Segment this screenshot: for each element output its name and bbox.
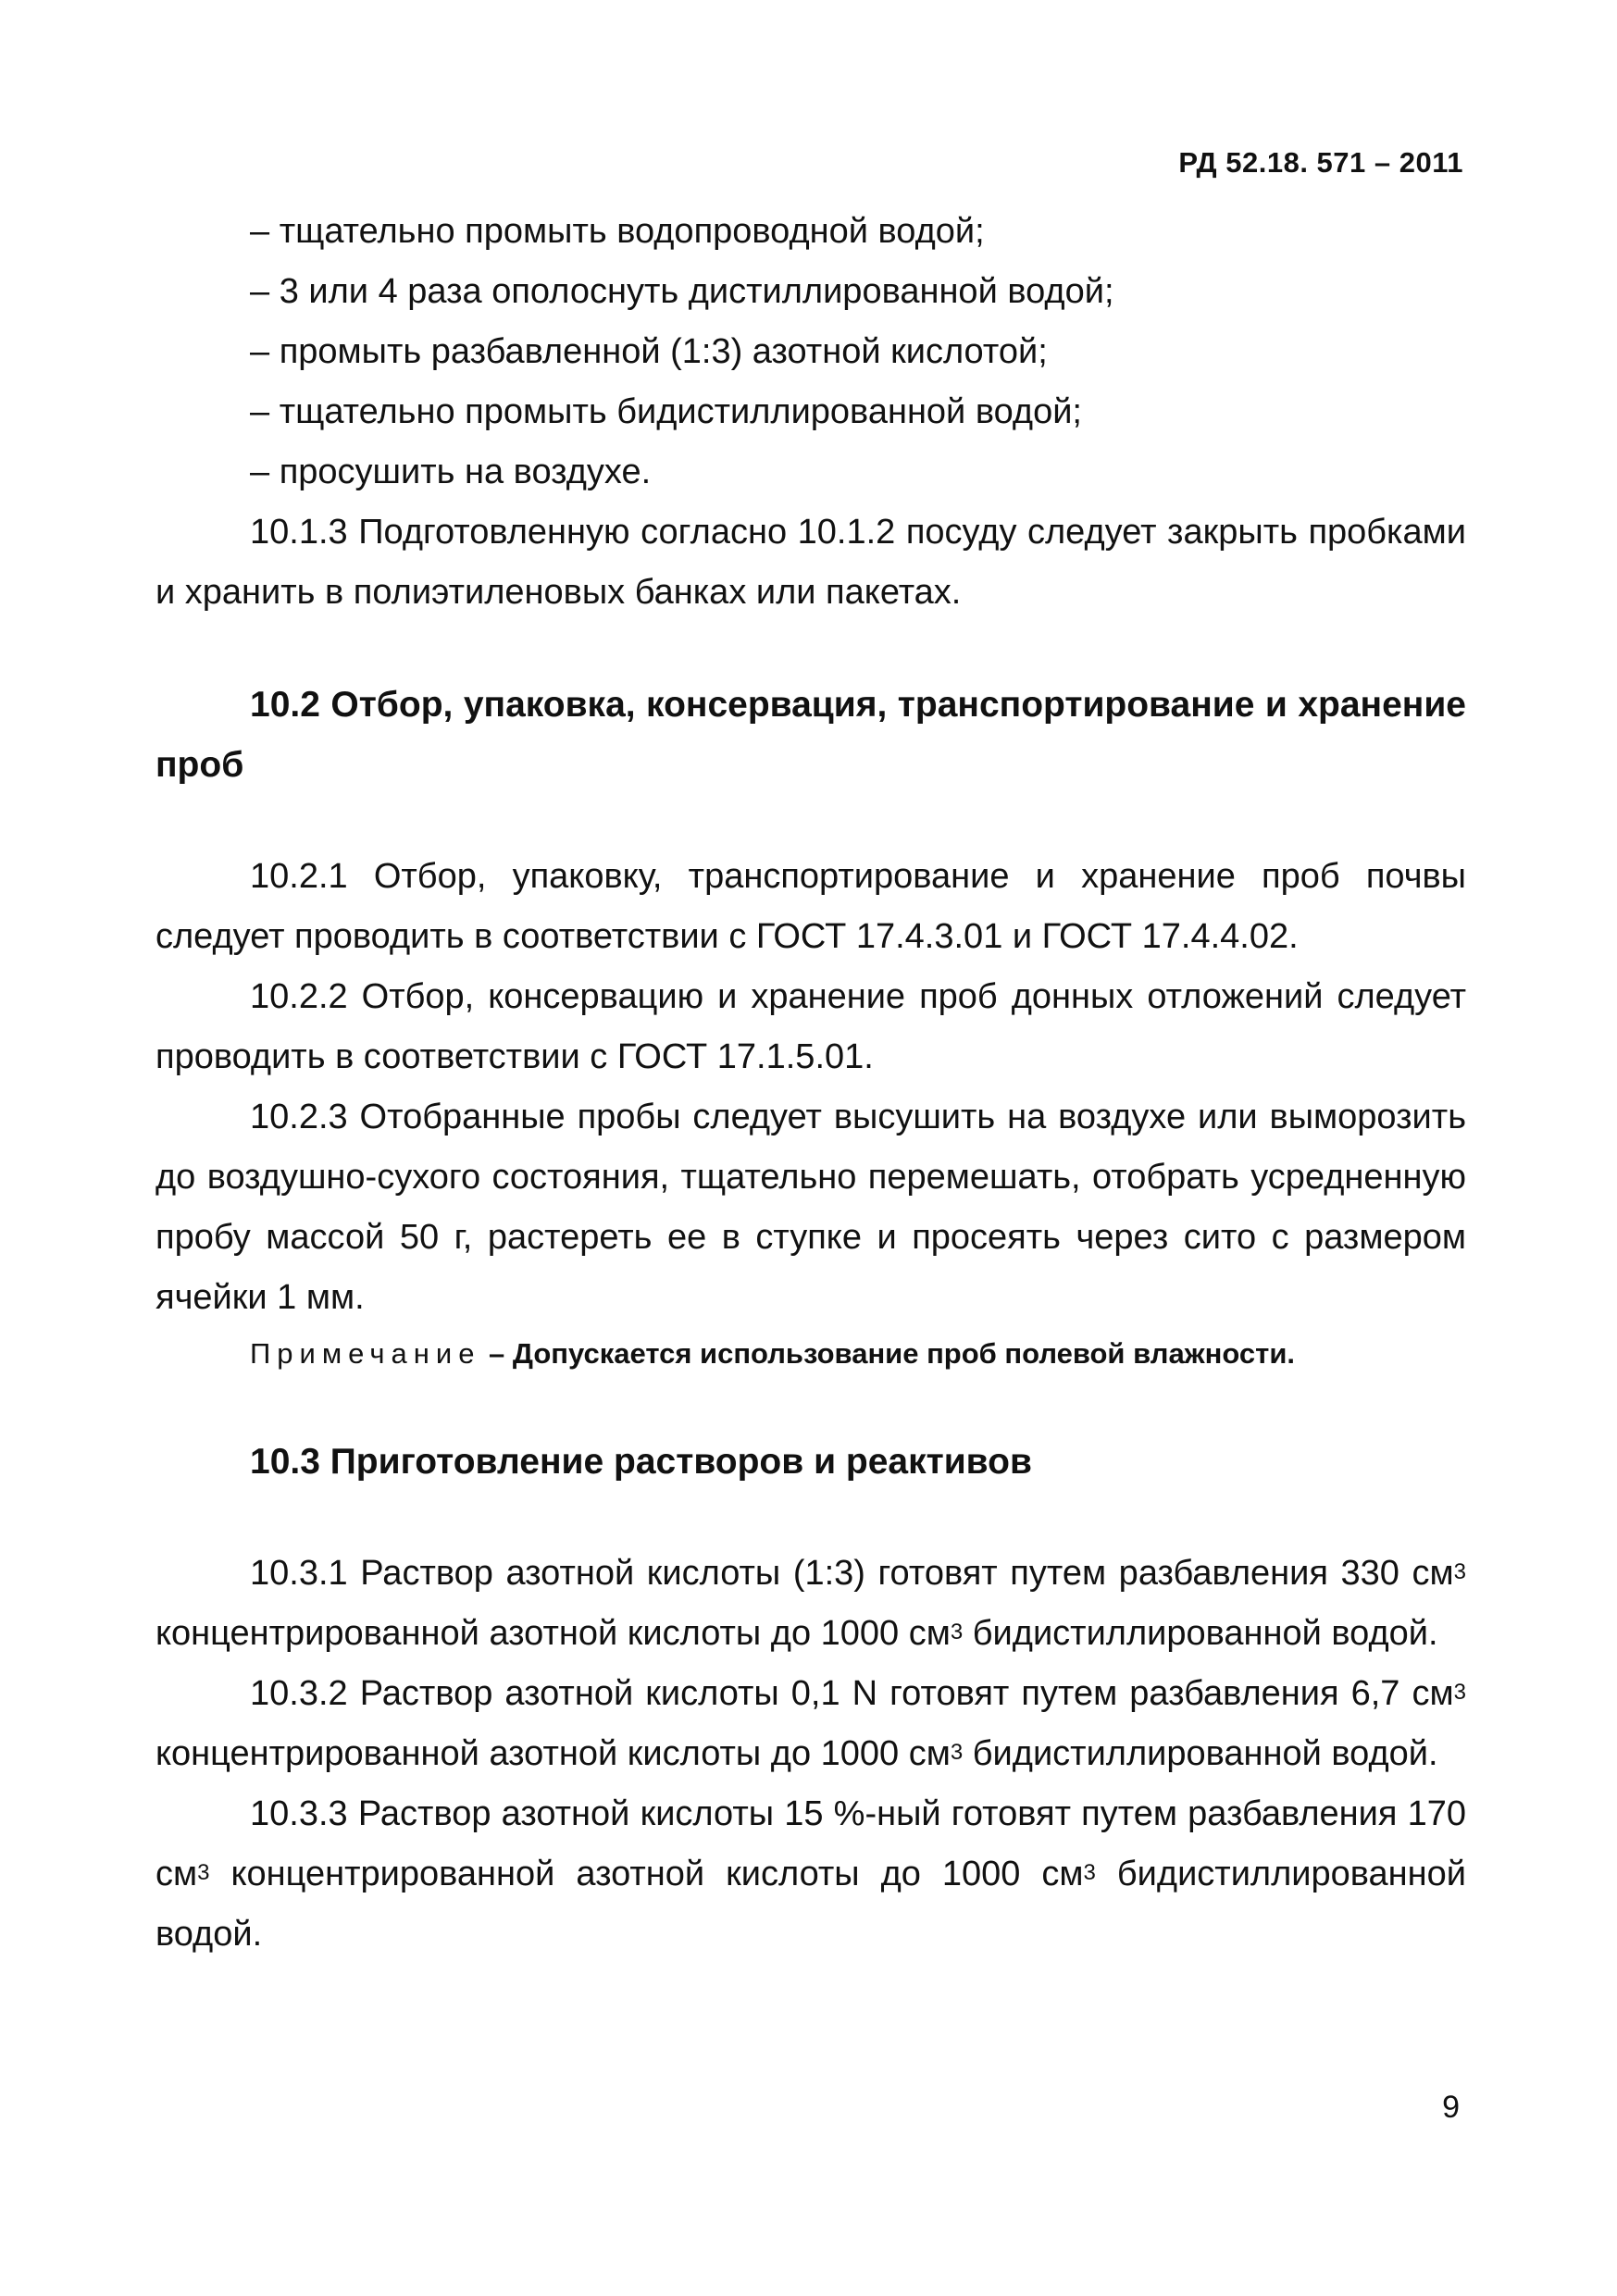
paragraph-text: концентрированной азотной кислоты до 1000 см: [209, 1855, 1084, 1893]
page-number: 9: [1442, 2090, 1460, 2125]
paragraph-text: бидистиллированной водой.: [963, 1734, 1438, 1773]
paragraph-10-2-1: 10.2.1 Отбор, упаковку, транспортирование и хранение проб почвы следует проводить в соответствии с ГОСТ 17.4.3.01 и ГОСТ 17.4.4.02.: [155, 857, 1466, 956]
list-item: – 3 или 4 раза ополоснуть дистиллированной водой;: [250, 272, 1114, 311]
paragraph-text: 10.3.2 Раствор азотной кислоты 0,1 N готовят путем разбавления 6,7 см: [250, 1674, 1454, 1713]
paragraph-10-3-2: [155, 1664, 1466, 1784]
paragraph-10-2-3: 10.2.3 Отобранные пробы следует высушить на воздухе или выморозить до воздушно-сухого состояния, тщательно перемешать, отобрать усредненную пробу массой 50 г, растереть ее в ступке и просеять через сито с размером ячейки 1 мм.: [155, 1098, 1466, 1317]
paragraph-10-3-1: [155, 1544, 1466, 1664]
superscript: 3: [1453, 1680, 1466, 1705]
document-code: РД 52.18. 571 – 2011: [1178, 146, 1463, 179]
paragraph-10-2-2: 10.2.2 Отбор, консервацию и хранение проб донных отложений следует проводить в соответствии с ГОСТ 17.1.5.01.: [155, 977, 1466, 1076]
paragraph-text: концентрированной азотной кислоты до 1000 см: [155, 1734, 951, 1773]
list-item: – просушить на воздухе.: [250, 453, 652, 491]
paragraph-10-1-3: 10.1.3 Подготовленную согласно 10.1.2 посуду следует закрыть пробками и хранить в полиэтиленовых банках или пакетах.: [155, 513, 1466, 612]
list-item: – тщательно промыть бидистиллированной водой;: [250, 392, 1082, 431]
paragraph-text: 10.3.3 Раствор азотной кислоты 15 %-ный готовят путем разбавления 170 см: [155, 1794, 1466, 1893]
section-heading-10-2: 10.2 Отбор, упаковка, консервация, транспортирование и хранение проб: [155, 685, 1466, 785]
superscript: 3: [950, 1740, 964, 1765]
superscript: 3: [950, 1620, 964, 1644]
section-heading-10-3: 10.3 Приготовление растворов и реактивов: [250, 1442, 1032, 1482]
paragraph-text: 10.3.1 Раствор азотной кислоты (1:3) готовят путем разбавления 330 см: [250, 1554, 1454, 1593]
superscript: 3: [1083, 1860, 1096, 1885]
list-item: – тщательно промыть водопроводной водой;: [250, 212, 985, 251]
superscript: 3: [197, 1860, 210, 1885]
paragraph-10-3-3: [155, 1784, 1466, 1965]
paragraph-text: бидистиллированной водой.: [155, 1855, 1466, 1954]
paragraph-text: концентрированной азотной кислоты до 1000 см: [155, 1614, 951, 1653]
list-item: – промыть разбавленной (1:3) азотной кислотой;: [250, 332, 1048, 371]
superscript: 3: [1453, 1559, 1466, 1584]
note-text: – Допускается использование проб полевой влажности.: [480, 1337, 1296, 1370]
note: [155, 1328, 1466, 1380]
document-body: [155, 202, 1466, 1965]
note-label: Примечание: [250, 1337, 481, 1370]
paragraph-text: бидистиллированной водой.: [963, 1614, 1438, 1653]
